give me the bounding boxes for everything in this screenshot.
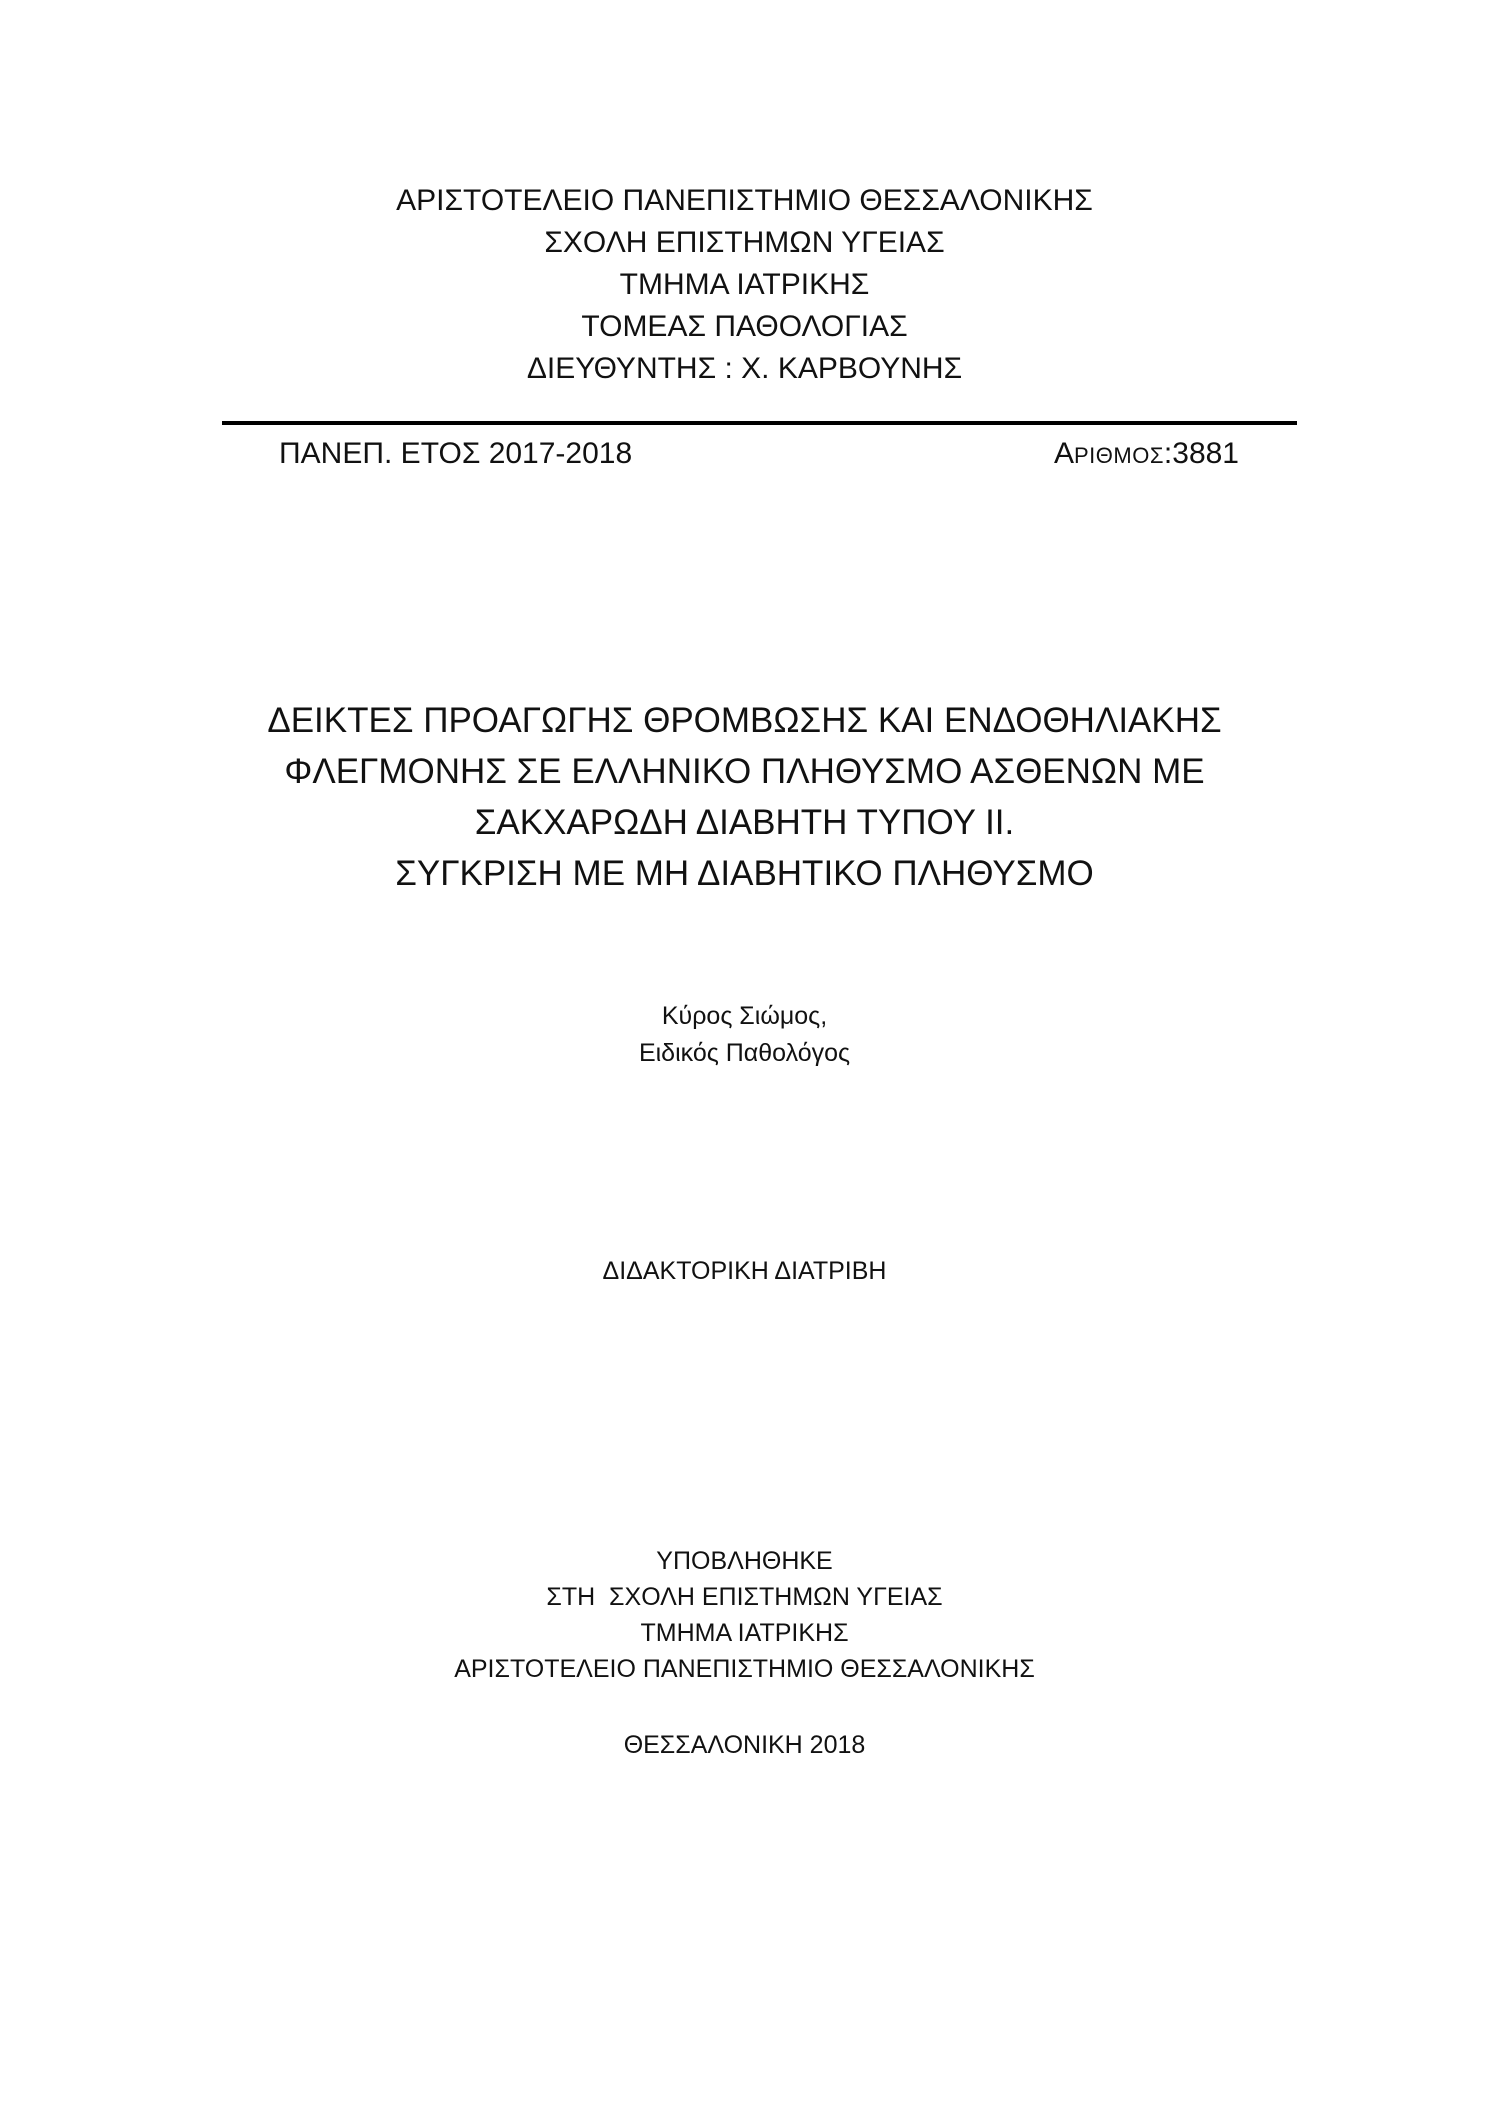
author-block: [0, 998, 1489, 1072]
submitted-university: ΑΡΙΣΤΟΤΕΛΕΙΟ ΠΑΝΕΠΙΣΤΗΜΙΟ ΘΕΣΣΑΛΟΝΙΚΗΣ: [454, 1655, 1035, 1683]
university-name: ΑΡΙΣΤΟΤΕΛΕΙΟ ΠΑΝΕΠΙΣΤΗΜΙΟ ΘΕΣΣΑΛΟΝΙΚΗΣ: [396, 184, 1093, 217]
thesis-number-value: :3881: [1163, 437, 1239, 470]
school-name: ΣΧΟΛΗ ΕΠΙΣΤΗΜΩΝ ΥΓΕΙΑΣ: [544, 226, 945, 259]
thesis-title: [0, 695, 1489, 899]
submitted-label: ΥΠΟΒΛΗΘΗΚΕ: [656, 1547, 833, 1575]
submission-block: [0, 1543, 1489, 1687]
author-role: Ειδικός Παθολόγος: [638, 1039, 851, 1067]
place-year-block: [0, 1727, 1489, 1763]
header-divider: [222, 421, 1297, 425]
thesis-title-line-2: ΦΛΕΓΜΟΝΗΣ ΣΕ ΕΛΛΗΝΙΚΟ ΠΛΗΘΥΣΜΟ ΑΣΘΕΝΩΝ ΜΕ: [284, 752, 1205, 791]
director-name: ΔΙΕΥΘΥΝΤΗΣ : Χ. ΚΑΡΒΟΥΝΗΣ: [526, 352, 963, 385]
thesis-number-label-initial: Α: [1053, 437, 1074, 470]
submitted-school: ΣΤΗ ΣΧΟΛΗ ΕΠΙΣΤΗΜΩΝ ΥΓΕΙΑΣ: [546, 1583, 943, 1611]
submitted-department: ΤΜΗΜΑ ΙΑΤΡΙΚΗΣ: [640, 1619, 849, 1647]
thesis-title-line-1: ΔΕΙΚΤΕΣ ΠΡΟΑΓΩΓΗΣ ΘΡΟΜΒΩΣΗΣ ΚΑΙ ΕΝΔΟΘΗΛΙΑΚΗΣ: [267, 701, 1222, 740]
sector-name: ΤΟΜΕΑΣ ΠΑΘΟΛΟΓΙΑΣ: [581, 310, 908, 343]
academic-year: ΠΑΝΕΠ. ΕΤΟΣ 2017-2018: [279, 437, 633, 470]
institution-header: [0, 180, 1489, 390]
thesis-title-line-4: ΣΥΓΚΡΙΣΗ ΜΕ ΜΗ ΔΙΑΒΗΤΙΚΟ ΠΛΗΘΥΣΜΟ: [395, 854, 1094, 893]
place-year: ΘΕΣΣΑΛΟΝΙΚΗ 2018: [623, 1731, 866, 1759]
thesis-number-label-rest: ΡΙΘΜΟΣ: [1073, 443, 1164, 468]
thesis-number: [1054, 433, 1239, 477]
document-type: [0, 1253, 1489, 1290]
author-name: Κύρος Σιώμος,: [661, 1002, 828, 1030]
document-type-label: ΔΙΔΑΚΤΟΡΙΚΗ ΔΙΑΤΡΙΒΗ: [602, 1257, 887, 1285]
department-name: ΤΜΗΜΑ ΙΑΤΡΙΚΗΣ: [619, 268, 870, 301]
thesis-title-line-3: ΣΑΚΧΑΡΩΔΗ ΔΙΑΒΗΤΗ ΤΥΠΟΥ ΙΙ.: [474, 803, 1015, 842]
